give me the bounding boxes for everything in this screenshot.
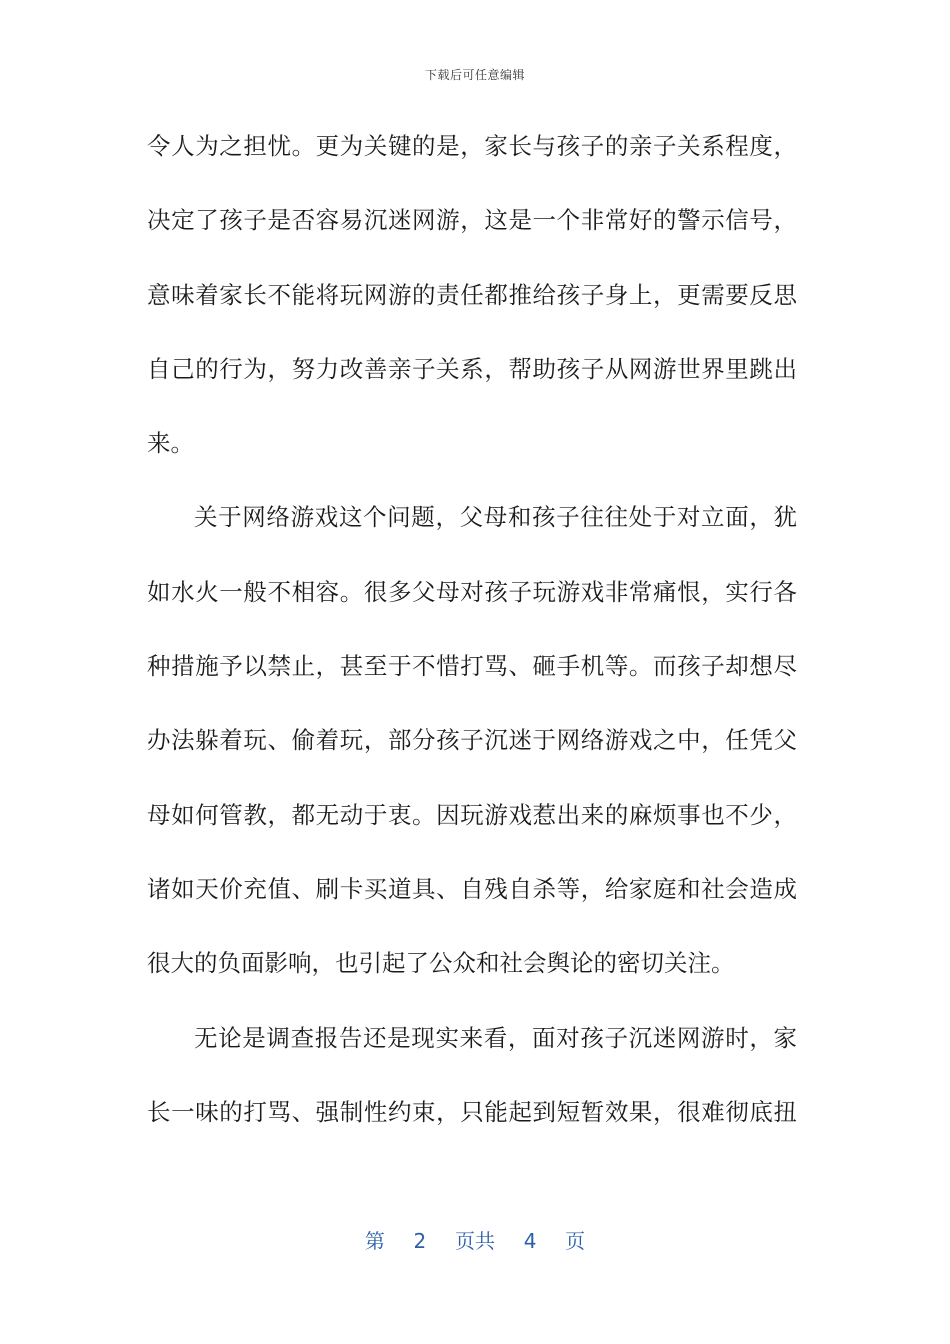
text-line: 母如何管教，都无动于衷。因玩游戏惹出来的麻烦事也不少， xyxy=(147,800,797,829)
text-line: 意味着家长不能将玩网游的责任都推给孩子身上，更需要反思 xyxy=(147,280,797,309)
text-line: 自己的行为，努力改善亲子关系，帮助孩子从网游世界里跳出 xyxy=(147,354,797,383)
footer-middle: 页共 xyxy=(455,1229,495,1253)
text-line: 办法躲着玩、偷着玩，部分孩子沉迷于网络游戏之中，任凭父 xyxy=(147,726,797,755)
text-line: 无论是调查报告还是现实来看，面对孩子沉迷网游时，家 xyxy=(194,1023,797,1052)
text-line: 长一味的打骂、强制性约束，只能起到短暂效果，很难彻底扭 xyxy=(147,1097,797,1126)
text-line: 诸如天价充值、刷卡买道具、自残自杀等，给家庭和社会造成 xyxy=(147,874,797,903)
text-line: 关于网络游戏这个问题，父母和孩子往往处于对立面，犹 xyxy=(194,503,797,532)
body-text xyxy=(147,126,797,1166)
footer-suffix: 页 xyxy=(565,1229,586,1253)
text-line: 令人为之担忧。更为关键的是，家长与孩子的亲子关系程度， xyxy=(147,132,797,160)
page-footer xyxy=(0,1225,950,1254)
text-line: 如水火一般不相容。很多父母对孩子玩游戏非常痛恨，实行各 xyxy=(147,577,797,606)
text-line: 种措施予以禁止，甚至于不惜打骂、砸手机等。而孩子却想尽 xyxy=(147,652,797,681)
footer-page-number: 2 xyxy=(413,1229,427,1253)
text-line: 来。 xyxy=(147,429,194,458)
footer-total-pages: 4 xyxy=(523,1229,537,1253)
footer-prefix: 第 xyxy=(364,1229,385,1253)
text-line: 很大的负面影响，也引起了公众和社会舆论的密切关注。 xyxy=(147,949,735,978)
page-header: 下载后可任意编辑 xyxy=(424,68,525,82)
text-line: 决定了孩子是否容易沉迷网游，这是一个非常好的警示信号， xyxy=(147,206,797,235)
